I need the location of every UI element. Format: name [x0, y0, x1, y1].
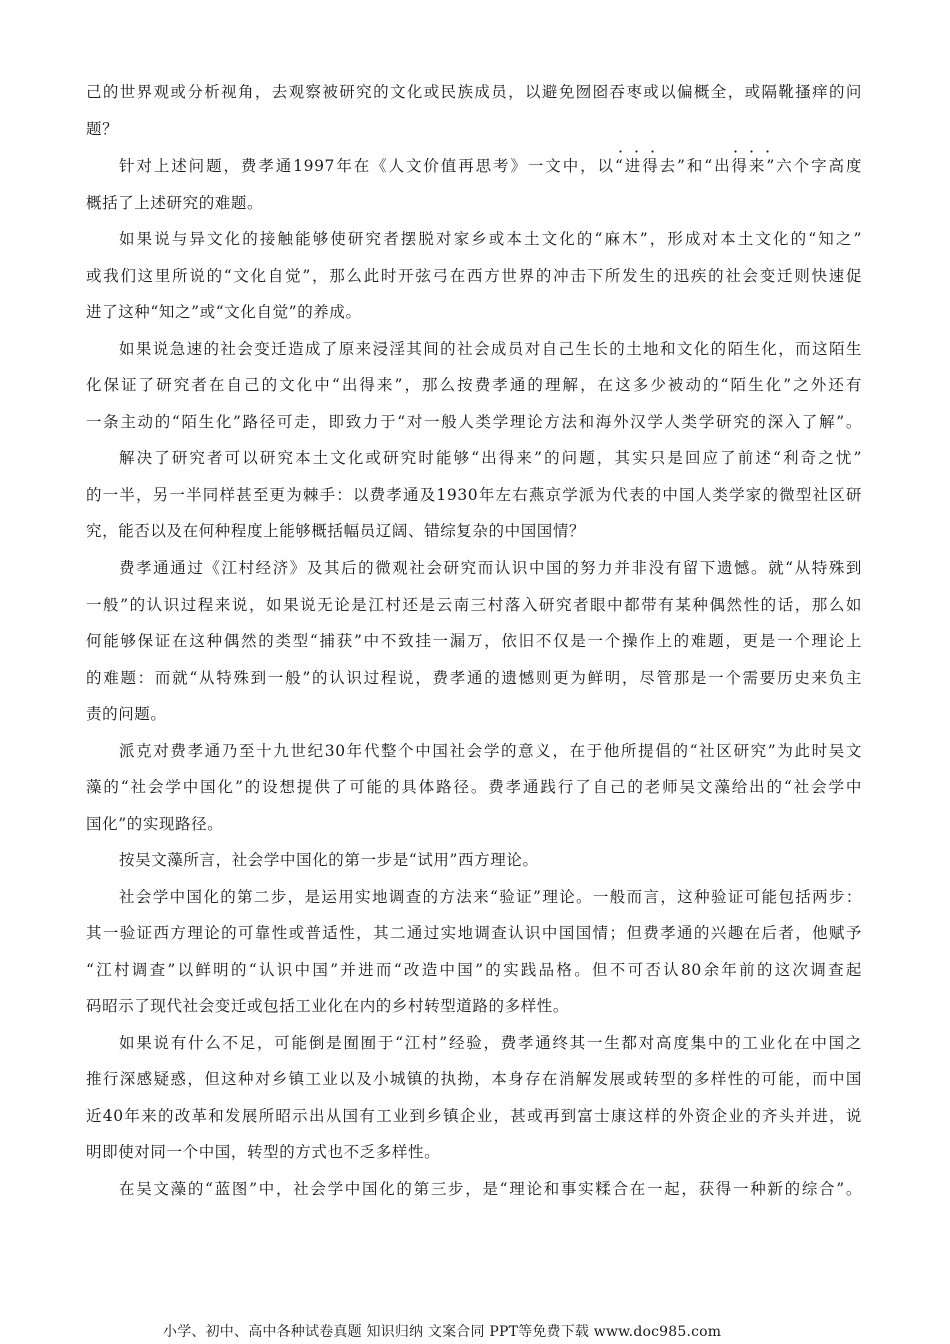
text-line: 进了这种“知之”或“文化自觉”的养成。 [86, 303, 362, 321]
text-line: 的一半，另一半同样甚至更为棘手：以费孝通及1930年左右燕京学派为代表的中国人类学家的微型社区研 [86, 486, 862, 504]
text-line: 在吴文藻的“蓝图”中，社会学中国化的第三步，是“理论和事实糅合在一起，获得一种新的综合”。 [119, 1180, 862, 1198]
text-line: 费孝通通过《江村经济》及其后的微观社会研究而认识中国的努力并非没有留下遗憾。就“从特殊到 [119, 559, 862, 577]
text-line: 码昭示了现代社会变迁或包括工业化在内的乡村转型道路的多样性。 [86, 997, 570, 1015]
text-line: 其一验证西方理论的可靠性或普适性，其二通过实地调查认识中国国情；但费孝通的兴趣在后者，他赋予 [86, 924, 862, 942]
text-line: 明即使对同一个中国，转型的方式也不乏多样性。 [86, 1143, 441, 1161]
text-line: 社会学中国化的第二步，是运用实地调查的方法来“验证”理论。一般而言，这种验证可能包括两步： [119, 888, 862, 906]
text-line: 一条主动的“陌生化”路径可走，即致力于“对一般人类学理论方法和海外汉学人类学研究的深入了解”。 [86, 413, 862, 431]
emphasis-dot-icon: · [733, 142, 739, 161]
text-line: 己的世界观或分析视角，去观察被研究的文化或民族成员，以避免囫囵吞枣或以偏概全，或隔靴搔痒的问 [86, 83, 862, 101]
text-line: 如果说急速的社会变迁造成了原来浸淫其间的社会成员对自己生长的土地和文化的陌生化，而这陌生 [119, 340, 862, 358]
text-line: 按吴文藻所言，社会学中国化的第一步是“试用”西方理论。 [119, 851, 539, 869]
emphasis-dot-icon: · [650, 142, 656, 161]
text-line: “江村调查”以鲜明的“认识中国”并进而“改造中国”的实践品格。但不可否认80余年前的这次调查起 [86, 961, 862, 979]
text-line: 一般”的认识过程来说，如果说无论是江村还是云南三村落入研究者眼中都带有某种偶然性的话，那么如 [86, 596, 862, 614]
text-line: 或我们这里所说的“文化自觉”，那么此时开弦弓在西方世界的冲击下所发生的迅疾的社会变迁则快速促 [86, 267, 862, 285]
text-line: 究，能否以及在何种程度上能够概括幅员辽阔、错综复杂的中国国情？ [86, 522, 586, 540]
footer-text: 小学、初中、高中各种试卷真题 知识归纳 文案合同 PPT等免费下载 www.doc985.com [163, 1324, 722, 1340]
text-line: 推行深感疑惑，但这种对乡镇工业以及小城镇的执拗，本身存在消解发展或转型的多样性的可能，而中国 [86, 1070, 862, 1088]
emphasis-dot-icon: · [618, 142, 624, 161]
emphasis-dot-icon: · [634, 142, 640, 161]
text-line: 概括了上述研究的难题。 [86, 194, 264, 212]
text-line: 化保证了研究者在自己的文化中“出得来”，那么按费孝通的理解，在这多少被动的“陌生化”之外还有 [86, 376, 862, 394]
text-line: 藻的“社会学中国化”的设想提供了可能的具体路径。费孝通践行了自己的老师吴文藻给出的“社会学中 [86, 778, 862, 796]
text-line: 何能够保证在这种偶然的类型“捕获”中不致挂一漏万，依旧不仅是一个操作上的难题，更是一个理论上 [86, 632, 862, 650]
text-line: 国化”的实现路径。 [86, 815, 224, 833]
text-line: 近40年来的改革和发展所昭示出从国有工业到乡镇企业，甚或再到富士康这样的外资企业的齐头并进，说 [86, 1107, 862, 1125]
text-line: 的难题：而就“从特殊到一般”的认识过程说，费孝通的遗憾则更为鲜明，尽管那是一个需要历史来负主 [86, 669, 862, 687]
text-line: 针对上述问题，费孝通1997年在《人文价值再思考》一文中，以“进得去”和“出得来”六个字高度 [119, 157, 862, 175]
text-line: 如果说有什么不足，可能倒是囿囿于“江村”经验，费孝通终其一生都对高度集中的工业化在中国之 [119, 1034, 862, 1052]
text-line: 派克对费孝通乃至十九世纪30年代整个中国社会学的意义，在于他所提倡的“社区研究”为此时吴文 [119, 742, 862, 760]
text-line: 解决了研究者可以研究本土文化或研究时能够“出得来”的问题，其实只是回应了前述“利奇之忧” [119, 449, 862, 467]
text-line: 责的问题。 [86, 705, 167, 723]
emphasis-dot-icon: · [765, 142, 771, 161]
emphasis-dot-icon: · [749, 142, 755, 161]
text-line: 题？ [86, 120, 119, 138]
text-line: 如果说与异文化的接触能够使研究者摆脱对家乡或本土文化的“麻木”，形成对本土文化的“知之” [119, 230, 862, 248]
